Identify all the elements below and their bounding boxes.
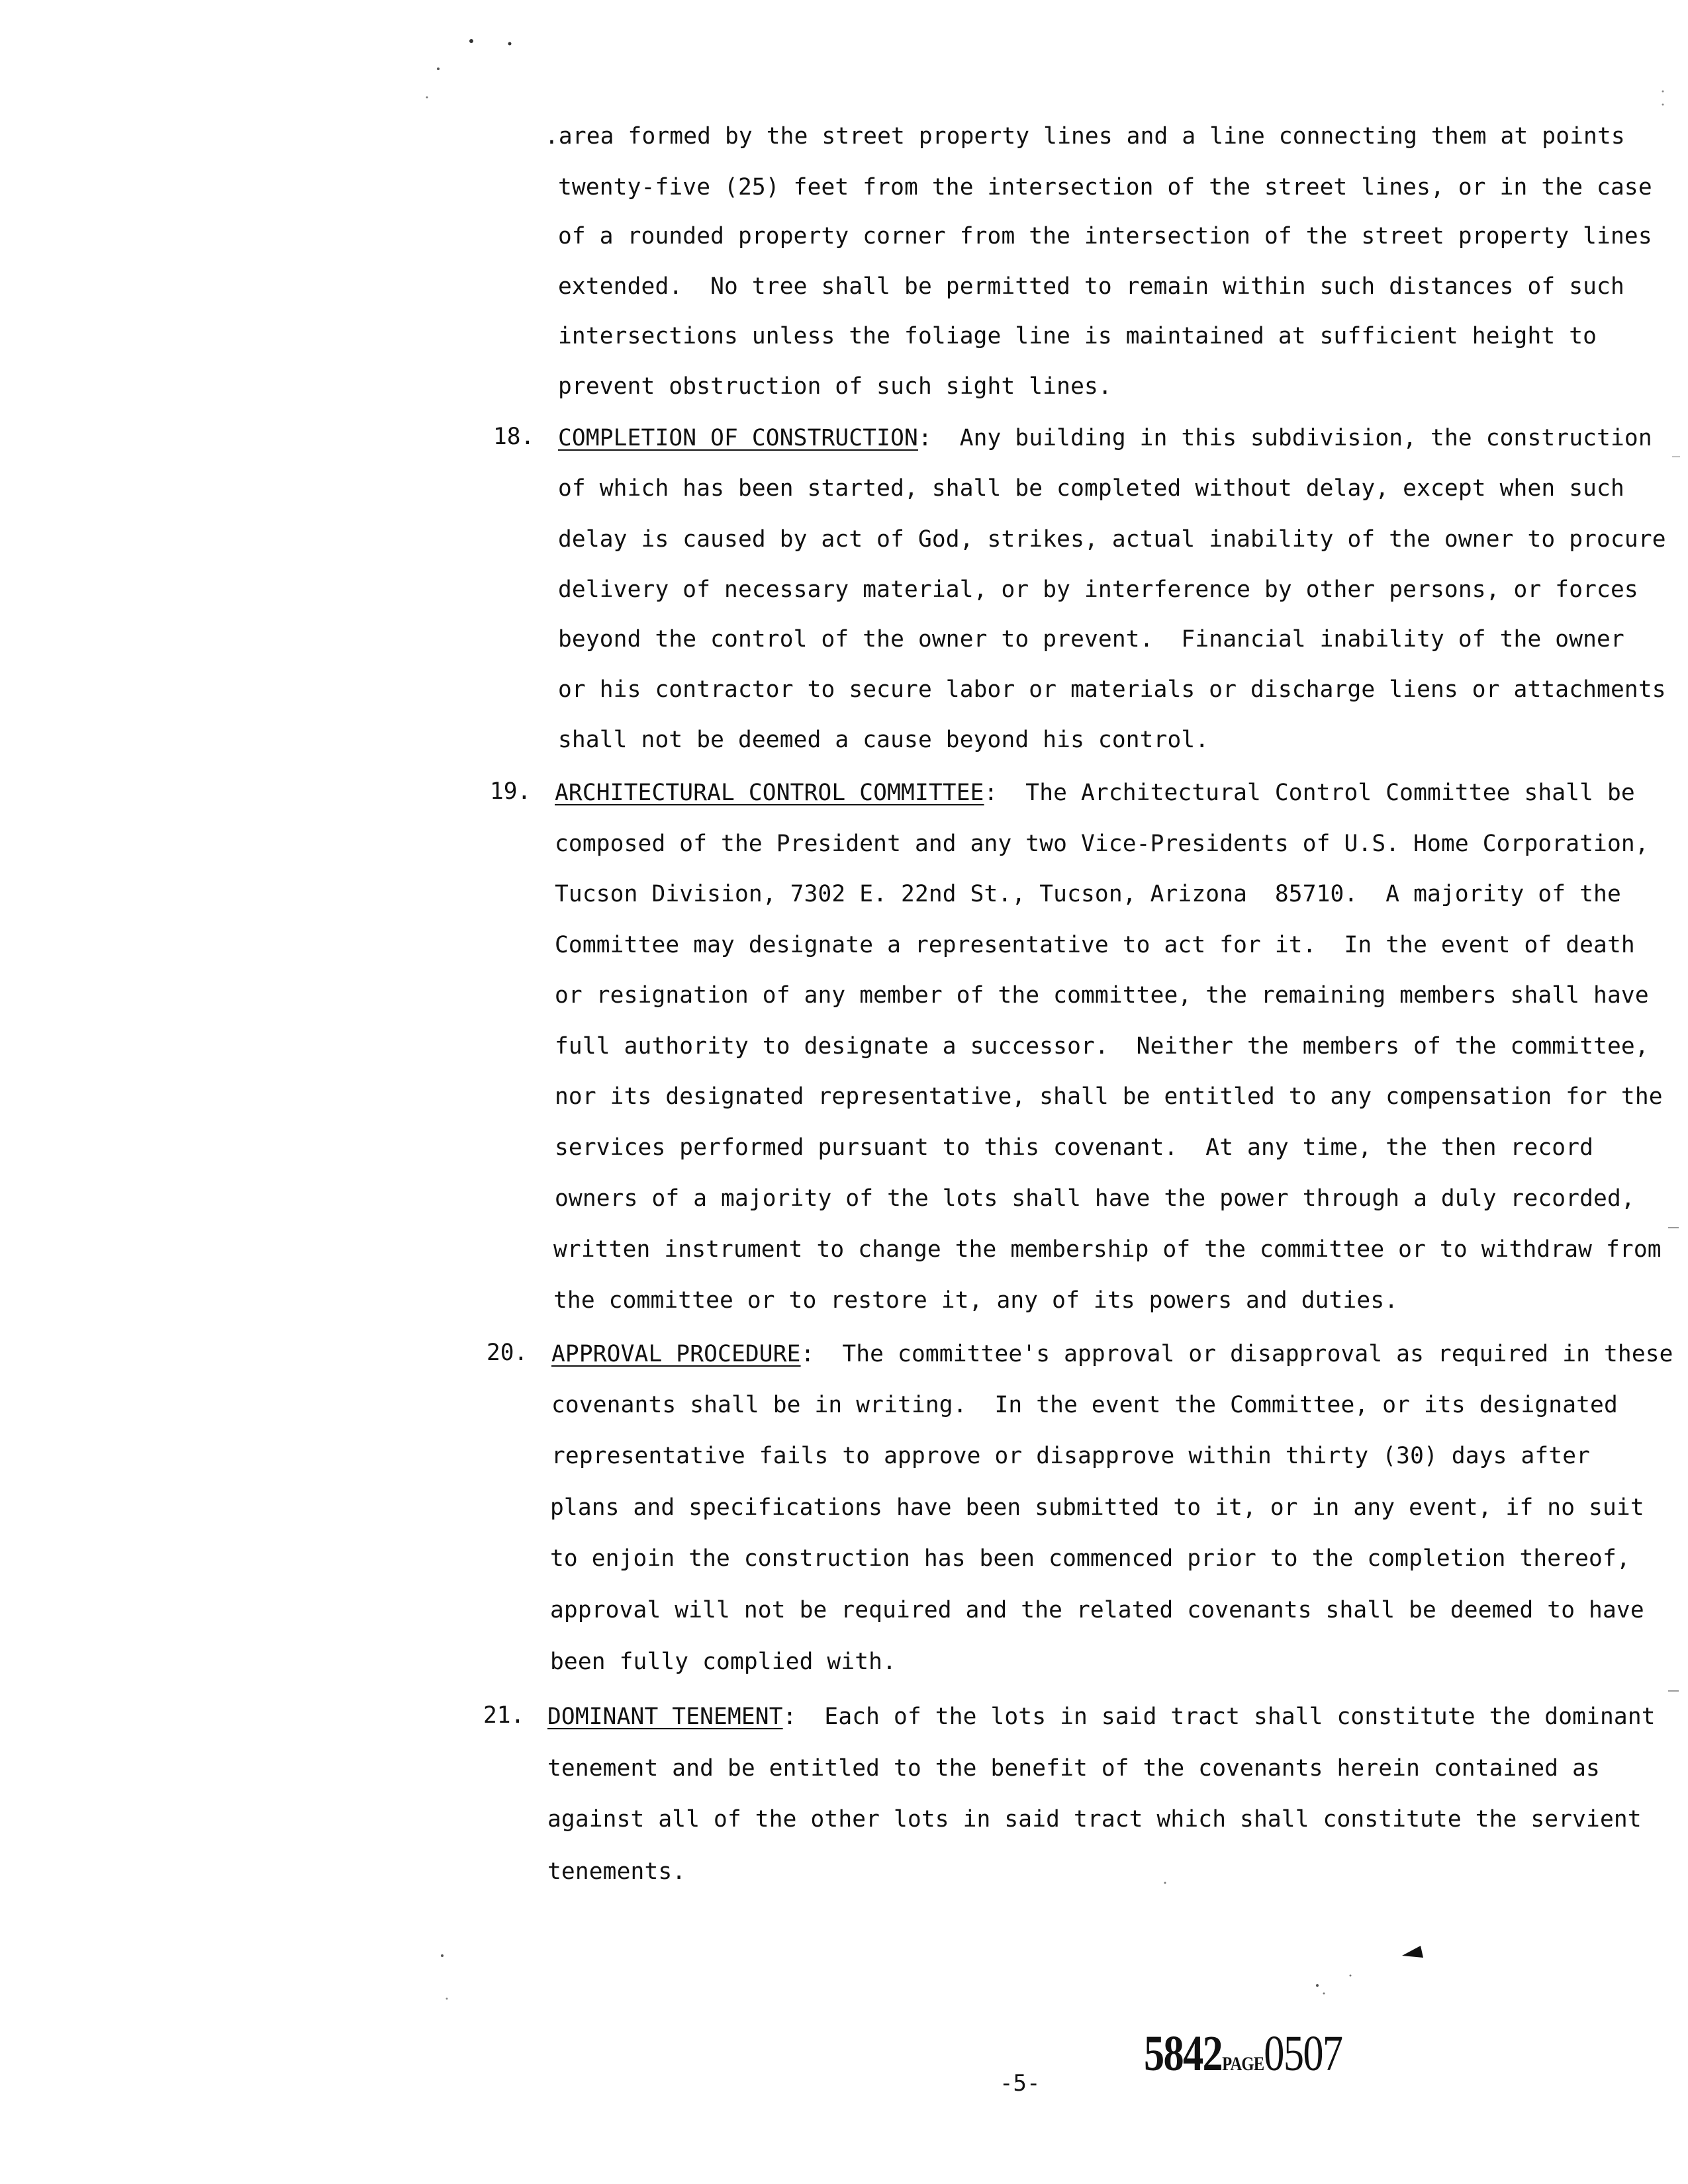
section-first-line: [551, 1341, 1673, 1367]
text-line: services performed pursuant to this covenant. At any time, the then record: [555, 1134, 1594, 1161]
text-line: Committee may designate a representative to act for it. In the event of death: [555, 932, 1635, 958]
text-line: of a rounded property corner from the intersection of the street property lines: [558, 223, 1652, 250]
text-line: nor its designated representative, shall be entitled to any compensation for the: [555, 1083, 1663, 1110]
scan-speck: [469, 39, 473, 43]
text-line: tenements.: [547, 1858, 686, 1885]
section-first-line-text: : Each of the lots in said tract shall constitute the dominant: [782, 1704, 1656, 1730]
scan-speck: [446, 1998, 448, 2000]
text-line: the committee or to restore it, any of its powers and duties.: [553, 1287, 1399, 1314]
text-line: of which has been started, shall be completed without delay, except when such: [558, 475, 1624, 502]
text-line: Tucson Division, 7302 E. 22nd St., Tucson, Arizona 85710. A majority of the: [555, 881, 1621, 907]
text-line: full authority to designate a successor. Neither the members of the committee,: [555, 1033, 1649, 1060]
text-line: prevent obstruction of such sight lines.: [558, 373, 1112, 400]
scan-speck: [437, 68, 440, 70]
text-line: beyond the control of the owner to prevent. Financial inability of the owner: [558, 626, 1624, 653]
text-line: or his contractor to secure labor or materials or discharge liens or attachments: [558, 676, 1666, 703]
text-line: shall not be deemed a cause beyond his control.: [558, 727, 1209, 753]
text-line: or resignation of any member of the committee, the remaining members shall have: [555, 982, 1649, 1009]
section-heading: COMPLETION OF CONSTRUCTION: [558, 425, 918, 451]
text-line: covenants shall be in writing. In the event the Committee, or its designated: [551, 1392, 1618, 1418]
section-first-line-text: : The committee's approval or disapproval as required in these: [800, 1341, 1673, 1367]
text-line: extended. No tree shall be permitted to remain within such distances of such: [558, 273, 1624, 300]
page-number: -5-: [1000, 2070, 1041, 2097]
text-line: owners of a majority of the lots shall have the power through a duly recorded,: [555, 1185, 1635, 1212]
text-line: intersections unless the foliage line is maintained at sufficient height to: [558, 323, 1597, 349]
recording-stamp: [1144, 2025, 1342, 2083]
section-number: 19.: [490, 778, 532, 805]
scan-speck: [441, 1954, 444, 1957]
scan-mark: [1402, 1946, 1423, 1958]
section-first-line-text: : The Architectural Control Committee shall be: [984, 780, 1635, 806]
stamp-page-label: PAGE: [1222, 2053, 1264, 2075]
section-first-line-text: : Any building in this subdivision, the construction: [917, 425, 1652, 451]
section-first-line: [558, 425, 1652, 451]
stamp-book-number: 5842: [1144, 2026, 1223, 2081]
text-line: delay is caused by act of God, strikes, actual inability of the owner to procure: [558, 526, 1666, 553]
text-line: to enjoin the construction has been commenced prior to the completion thereof,: [550, 1545, 1630, 1572]
text-line: against all of the other lots in said tract which shall constitute the servient: [547, 1806, 1642, 1833]
section-first-line: [547, 1704, 1656, 1730]
text-line: tenement and be entitled to the benefit of the covenants herein contained as: [547, 1755, 1600, 1782]
stamp-page-number: 0507: [1264, 2026, 1342, 2081]
scan-speck: [508, 42, 512, 46]
section-number: 21.: [483, 1702, 525, 1729]
section-number: 20.: [487, 1340, 528, 1366]
section-first-line: [555, 780, 1635, 806]
scan-speck: [1164, 1882, 1166, 1884]
text-line: plans and specifications have been submitted to it, or in any event, if no suit: [550, 1494, 1644, 1521]
text-line: representative fails to approve or disapprove within thirty (30) days after: [551, 1443, 1591, 1469]
section-heading: ARCHITECTURAL CONTROL COMMITTEE: [555, 780, 984, 806]
section-heading: APPROVAL PROCEDURE: [551, 1341, 801, 1367]
text-line: been fully complied with.: [550, 1649, 897, 1675]
text-line: twenty-five (25) feet from the intersection of the street lines, or in the case: [558, 174, 1652, 201]
text-line: .area formed by the street property lines and a line connecting them at points: [545, 123, 1625, 150]
text-line: composed of the President and any two Vice-Presidents of U.S. Home Corporation,: [555, 831, 1649, 857]
scan-speck: [426, 97, 428, 99]
scan-speck: [1323, 1993, 1325, 1995]
section-heading: DOMINANT TENEMENT: [547, 1704, 783, 1730]
scan-speck: [1350, 1975, 1352, 1977]
scan-speck: [1662, 104, 1664, 106]
scan-speck: [1316, 1984, 1319, 1987]
text-line: written instrument to change the membership of the committee or to withdraw from: [553, 1236, 1662, 1263]
text-line: approval will not be required and the related covenants shall be deemed to have: [550, 1597, 1644, 1623]
section-number: 18.: [493, 424, 535, 450]
text-line: delivery of necessary material, or by interference by other persons, or forces: [558, 576, 1638, 603]
scan-speck: [1662, 91, 1664, 93]
